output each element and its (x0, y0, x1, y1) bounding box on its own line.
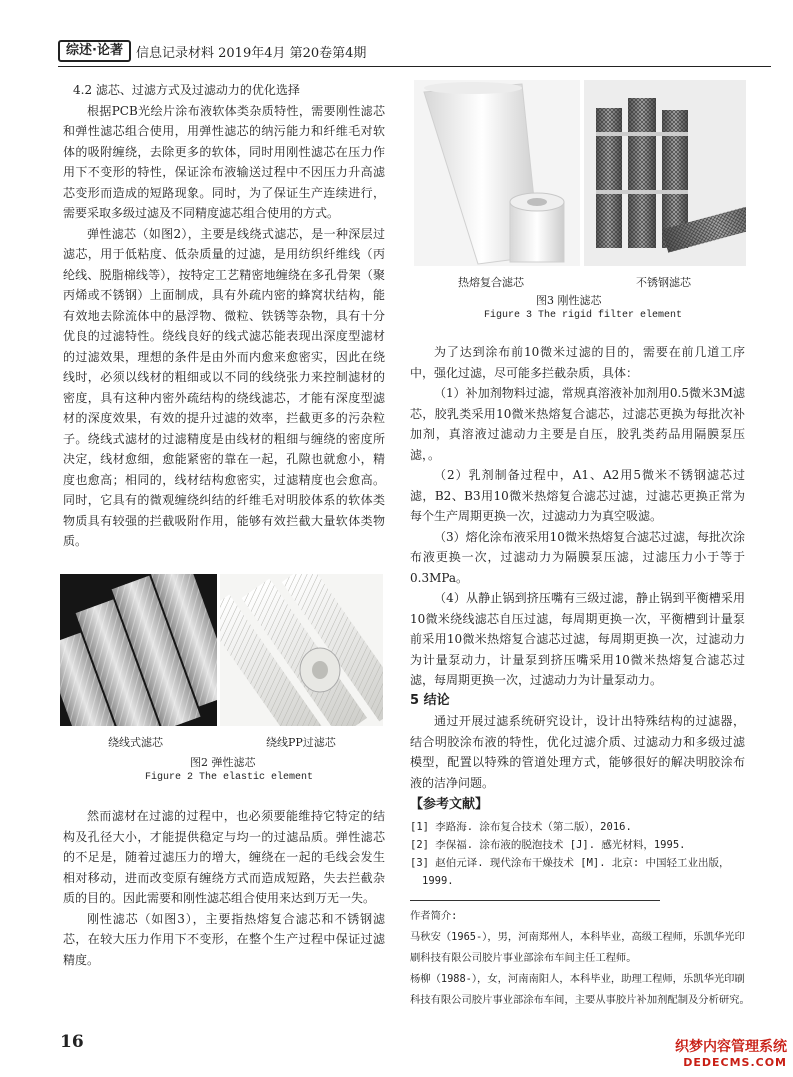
references-heading: 【参考文献】 (410, 797, 489, 812)
section-heading-4-2: 4.2 滤芯、过滤方式及过滤动力的优化选择 (73, 83, 300, 97)
page-number: 16 (60, 1032, 84, 1052)
left-column-bottom (63, 806, 385, 970)
journal-info: 信息记录材料 2019年4月 第20卷第4期 (136, 46, 367, 61)
paragraph: 通过开展过滤系统研究设计，设计出特殊结构的过滤器，结合明胶涂布液的特性，优化过滤介质、过滤动力和多级过滤模型，配置以特殊的管道处理方式，能够很好的解决明胶涂布液的洁净问题。 (410, 714, 745, 790)
figure-3-label-right: 不锈钢滤芯 (636, 276, 691, 289)
author-bio-entry: 杨柳（1988-），女，河南南阳人，本科毕业，助理工程师，乐凯华光印刷科技有限公司胶片事业部涂布车间，主要从事胶片补加剂配制及分析研究。 (410, 973, 750, 1006)
wound-filter-photo (60, 574, 217, 726)
paragraph: 刚性滤芯（如图3），主要指热熔复合滤芯和不锈钢滤芯，在较大压力作用下不变形，在整个生产过程中保证过滤精度。 (63, 911, 385, 967)
figure-3-caption-cn: 图3 刚性滤芯 (536, 294, 602, 307)
header-rule (58, 66, 771, 67)
pp-filter-photo (220, 574, 383, 726)
references (410, 793, 750, 890)
conclusion-heading: 5 结论 (410, 692, 450, 708)
figure-3 (414, 80, 746, 324)
list-item: （1）补加剂物料过滤，常规真溶液补加剂用0.5微米3M滤芯，胶乳类采用10微米热熔复合滤芯，过滤芯更换为每批次补加剂，真溶液过滤动力主要是自压，胶乳类药品用隔膜泵压滤，。 (410, 386, 745, 462)
author-bio-entry: 马秋安（1965-），男，河南郑州人，本科毕业，高级工程师，乐凯华光印刷科技有限公司胶片事业部涂布车间主任工程师。 (410, 931, 745, 964)
author-bio-label: 作者简介: (410, 910, 458, 922)
divider (410, 900, 660, 901)
list-item: （2）乳剂制备过程中，A1、A2用5微米不锈钢滤芯过滤，B2、B3用10微米热熔复合滤芯过滤，过滤芯更换正常为每个生产周期更换一次，过滤动力为真空吸滤。 (410, 468, 745, 523)
list-item: （3）熔化涂布液采用10微米热熔复合滤芯过滤，每批次涂布液更换一次，过滤动力为隔膜泵压滤，过滤压力小于等于0.3MPa。 (410, 529, 745, 585)
paragraph: 根据PCB光绘片涂布液软体类杂质特性，需要刚性滤芯和弹性滤芯组合使用，用弹性滤芯的纳污能力和纤维毛对软体的吸附缠绕，去除更多的软体，同时用刚性滤芯在压力作用下不变形的特性，保证涂布液输送过程中不因压力升高滤芯变形而造成的短路现象。同时，为了保证生产连续进行，需要采取多级过滤及不同精度滤芯组合使用的方式。 (63, 103, 385, 220)
paragraph: 为了达到涂布前10微米过滤的目的，需要在前几道工序中，强化过滤，尽可能多拦截杂质，具体： (410, 345, 745, 380)
paragraph: 弹性滤芯（如图2），主要是线绕式滤芯，是一种深层过滤芯，用于低粘度、低杂质量的过滤，是用纺织纤维线（丙纶线、脱脂棉线等），按特定工艺精密地缠绕在多孔骨架（聚丙烯或不锈钢）上面制成，具有外疏内密的蜂窝状结构，能有效地去除流体中的悬浮物、微粒、铁锈等杂物，具有十分优良的过滤特性。绕线良好的线式滤芯能表现出深度型滤材的过滤效果，理想的条件是由外而内愈来愈密实，因此在绕线时，必须以线材的粗细或以不同的线绕张力来控制滤材的密度，具有这种内密外疏结构的绕线滤芯，才能有深度型滤材的深度效果，有效的提升过滤的效率，拦截更多的污杂粒子。绕线式滤材的过滤精度是由线材的粗细与缠绕的密度所决定，线材愈细，愈能紧密的靠在一起，孔隙也就愈小，精度也愈高；相同的，线材结构愈密实，过滤精度也会愈高。同时，它具有的微观缠绕纠结的纤维毛对明胶体系的软体类物质具有较强的拦截吸附作用，能够有效拦截大量软体类物质。 (63, 226, 385, 548)
section-badge: 综述·论著 (58, 40, 131, 62)
figure-2 (60, 574, 386, 788)
reference-item: [3] 赵伯元译. 现代涂布干燥技术 [M]. 北京: 中国轻工业出版， (410, 857, 730, 869)
figure-3-caption-en: Figure 3 The rigid filter element (484, 310, 683, 321)
figure-3-label-left: 热熔复合滤芯 (458, 276, 524, 289)
list-item: （4）从静止锅到挤压嘴有三级过滤，静止锅到平衡槽采用10微米绕线滤芯自压过滤，每周期更换一次，平衡槽到计量泵前采用10微米热熔复合滤芯过滤，每周期更换一次，过滤动力为计量泵动力，计量泵到挤压嘴采用10微米热熔复合滤芯过滤，每周期更换一次，过滤动力为计量泵动力。 (410, 591, 745, 687)
reference-item: [2] 李保福. 涂布液的脱泡技术 [J]. 感光材料，1995. (410, 839, 686, 851)
reference-item: [1] 李路海. 涂布复合技术（第二版），2016. (410, 821, 632, 833)
paragraph: 然而滤材在过滤的过程中，也必须要能维持它特定的结构及孔径大小，才能提供稳定与均一的过滤品质。弹性滤芯的不足是，随着过滤压力的增大，缠绕在一起的毛线会发生相对移动，进而改变原有缠绕方式而造成短路，失去拦截杂质的目的。因此需要和刚性滤芯组合使用来达到万无一失。 (63, 809, 385, 905)
page-header (40, 26, 753, 62)
author-bio (410, 906, 750, 1011)
right-column (410, 342, 745, 793)
figure-2-caption-en: Figure 2 The elastic element (145, 772, 314, 783)
reference-item: 1999. (422, 875, 454, 887)
watermark-line1: 织梦内容管理系统 (675, 1039, 787, 1055)
figure-2-label-left: 绕线式滤芯 (108, 736, 163, 749)
left-column-top (63, 80, 385, 552)
stainless-filter-photo (584, 80, 746, 266)
figure-2-caption-cn: 图2 弹性滤芯 (190, 756, 256, 769)
figure-2-label-right: 绕线PP过滤芯 (266, 736, 336, 749)
watermark (675, 1036, 787, 1069)
melt-blown-filter-photo (414, 80, 580, 266)
watermark-line2: DEDECMS.COM (683, 1056, 787, 1069)
